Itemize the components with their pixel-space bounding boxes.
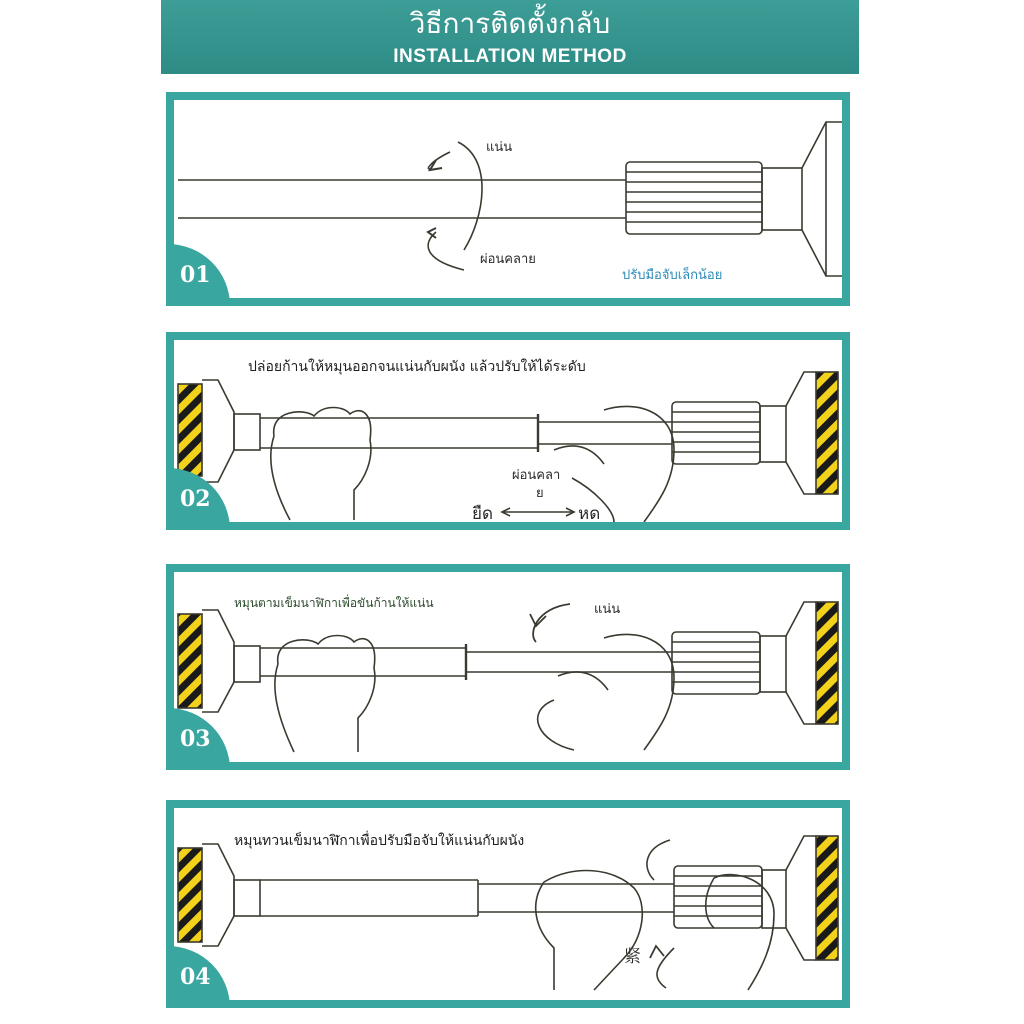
step-number-02: 02	[166, 468, 230, 530]
step-number-01: 01	[166, 244, 230, 306]
step-02-instruction: ปล่อยก้านให้หมุนออกจนแน่นกับผนัง แล้วปรับให้ได้ระดับ	[248, 359, 586, 375]
shrink-label: หด	[578, 504, 601, 524]
step-panel-01	[166, 92, 850, 306]
step-03-instruction: หมุนตามเข็มนาฬิกาเพื่อขันก้านให้แน่น	[234, 596, 434, 610]
step-number-04: 04	[166, 946, 230, 1008]
loosen-label-b: ย	[536, 486, 544, 501]
header-banner	[161, 0, 859, 74]
tight-label: แน่น	[486, 140, 513, 155]
loosen-label-a: ผ่อนคลา	[512, 468, 561, 483]
tight-cjk-label: 紧	[624, 947, 641, 967]
step-04-instruction: หมุนทวนเข็มนาฬิกาเพื่อปรับมือจับให้แน่นกับผนัง	[234, 833, 525, 849]
loosen-label: ผ่อนคลาย	[480, 252, 536, 267]
tight-label: แน่น	[594, 602, 621, 617]
step-panel-02	[166, 332, 850, 530]
header-title-english: INSTALLATION METHOD	[393, 46, 627, 67]
adjust-grip-label: ปรับมือจับเล็กน้อย	[622, 268, 723, 283]
step-number-03: 03	[166, 708, 230, 770]
header-title-thai: วิธีการติดตั้งกลับ	[409, 7, 611, 40]
step-panel-03	[166, 564, 850, 770]
step-panel-04	[166, 800, 850, 1008]
extend-label: ยืด	[472, 504, 494, 524]
